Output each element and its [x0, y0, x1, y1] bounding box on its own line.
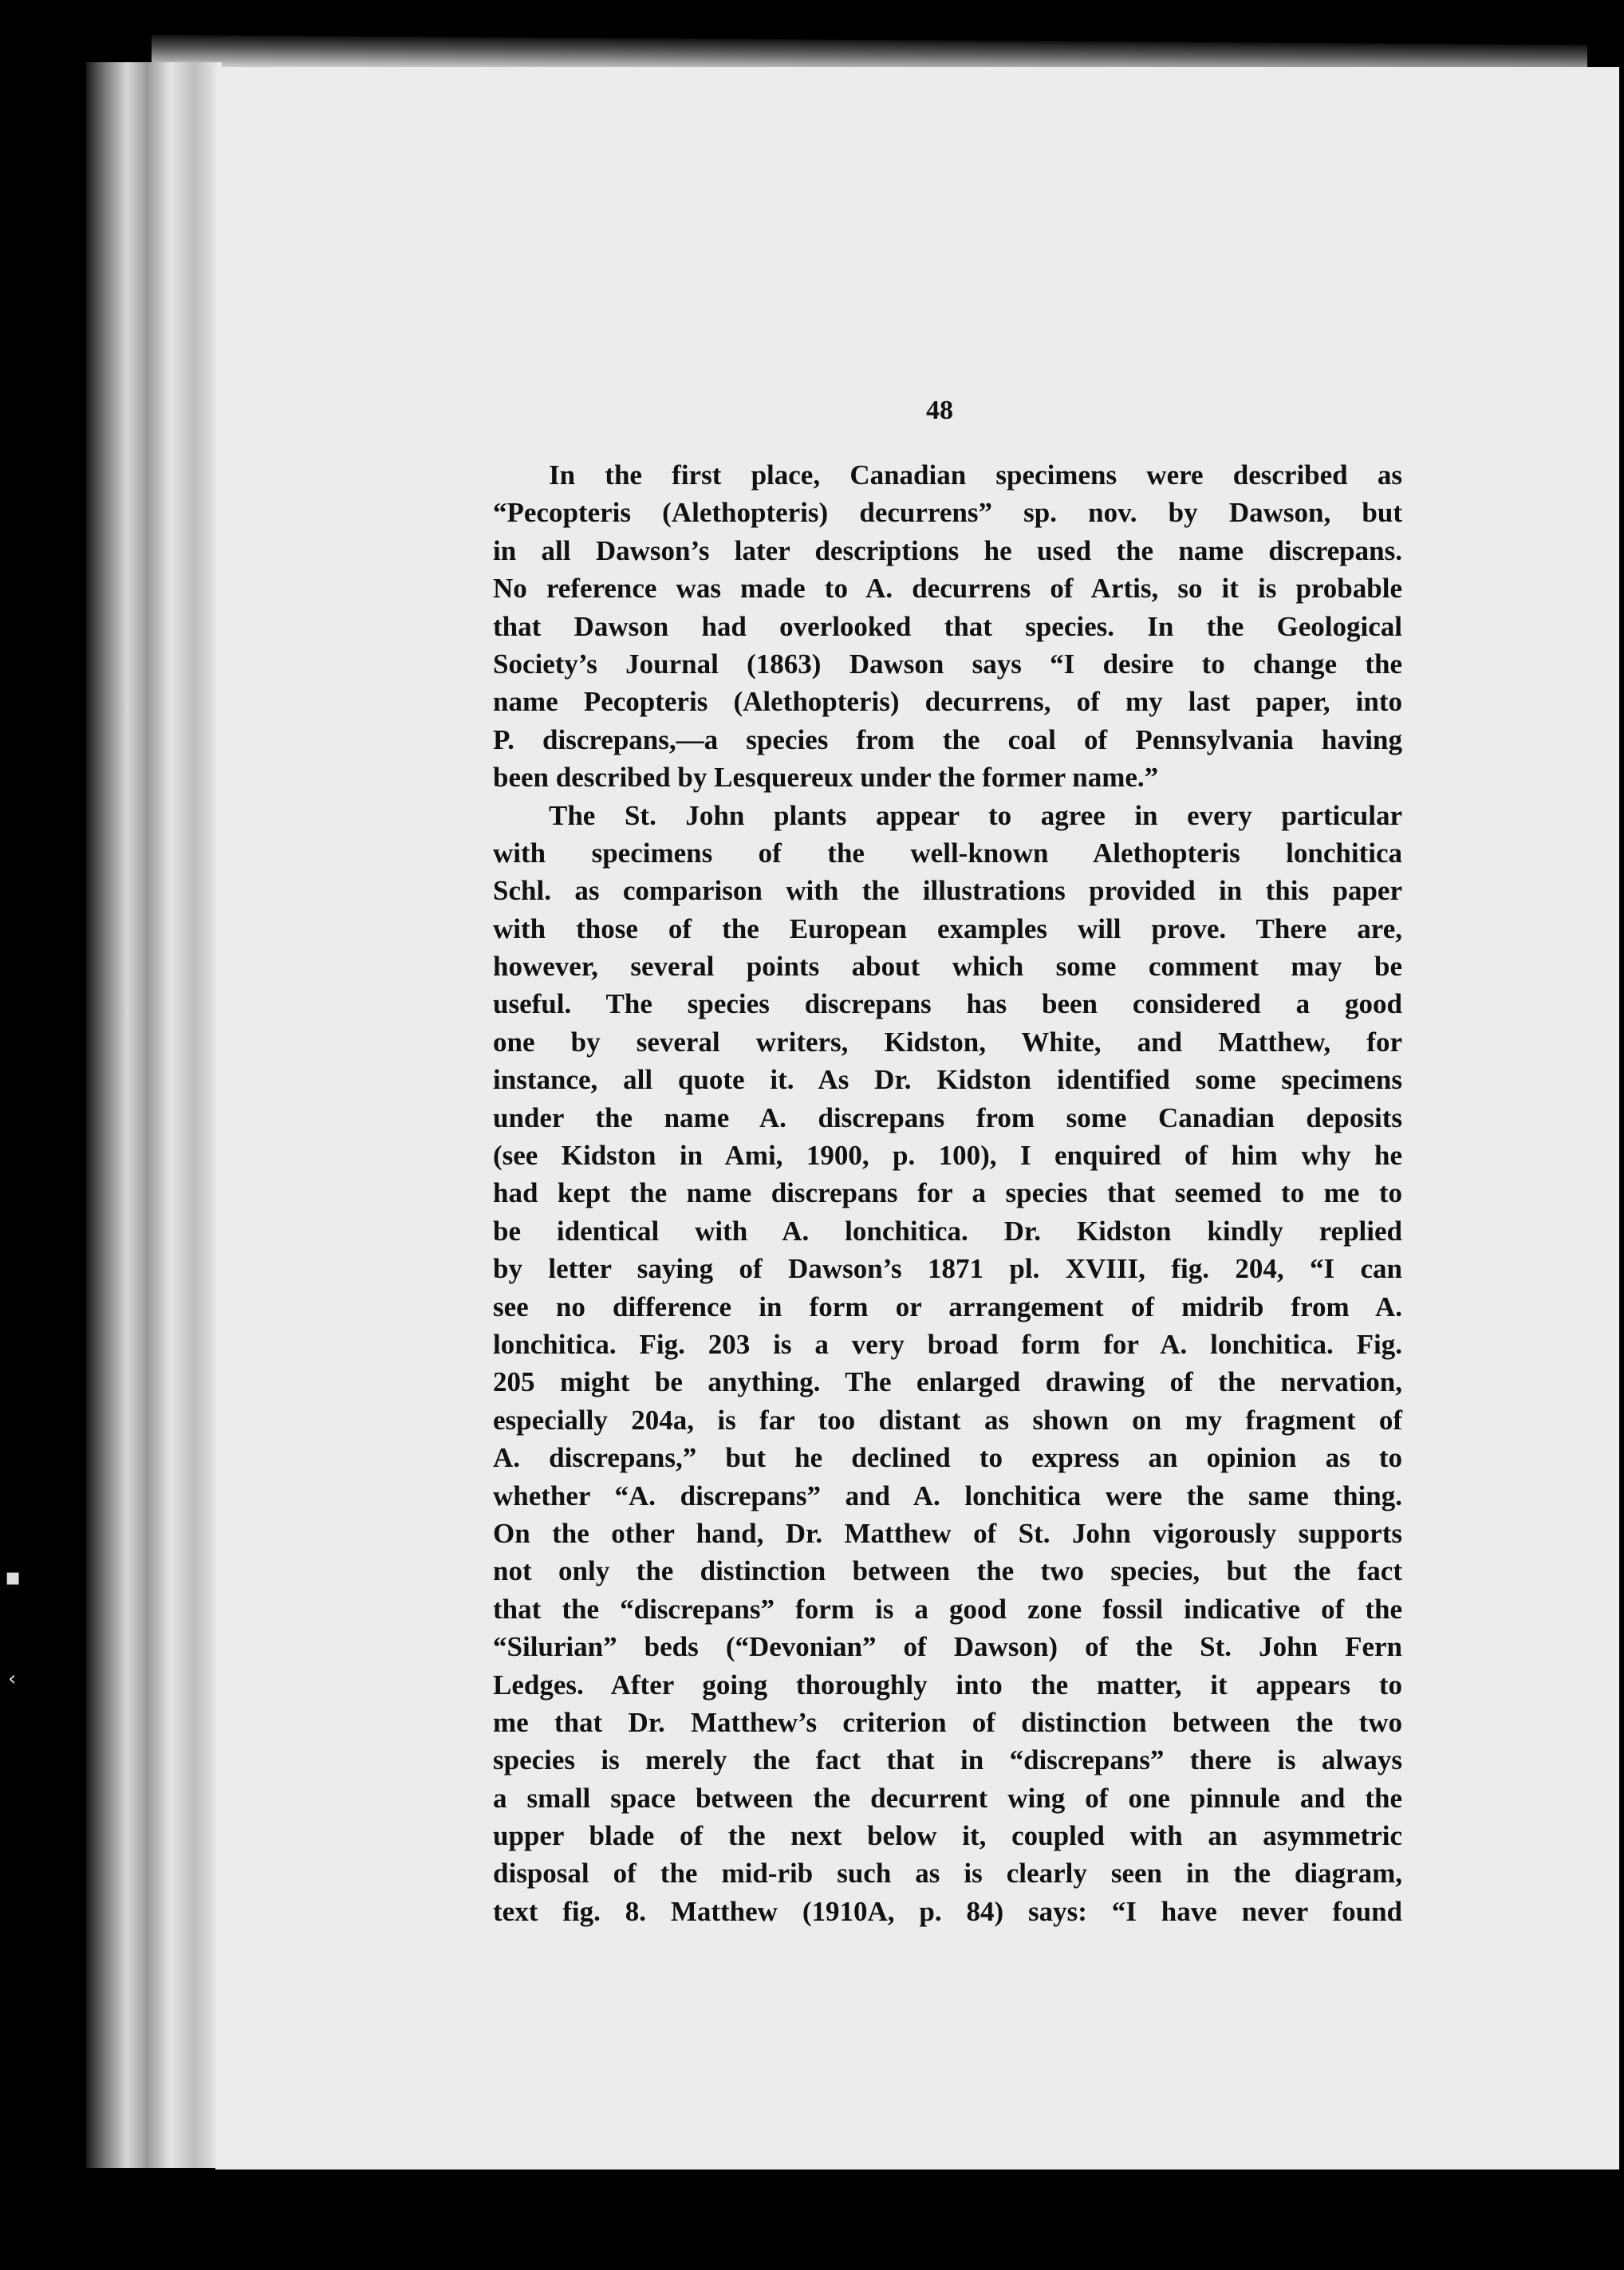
- text-line: On the other hand, Dr. Matthew of St. John vigorously supports: [493, 1517, 1402, 1549]
- text-line: “Pecopteris (Alethopteris) decurrens” sp. nov. by Dawson, but: [493, 497, 1402, 529]
- text-line: that Dawson had overlooked that species. In the Geological: [493, 610, 1402, 642]
- text-line: see no difference in form or arrangement of midrib from A.: [493, 1291, 1402, 1322]
- text-line: under the name A. discrepans from some Canadian deposits: [493, 1102, 1402, 1133]
- text-line: disposal of the mid-rib such as is clearly seen in the diagram,: [493, 1858, 1402, 1890]
- text-line: by letter saying of Dawson’s 1871 pl. XVIII, fig. 204, “I can: [493, 1253, 1402, 1285]
- text-line: upper blade of the next below it, coupled with an asymmetric: [493, 1820, 1402, 1852]
- text-line: 205 might be anything. The enlarged drawing of the nervation,: [493, 1366, 1402, 1398]
- text-line: (see Kidston in Ami, 1900, p. 100), I enquired of him why he: [493, 1140, 1402, 1172]
- text-line: The St. John plants appear to agree in every particular: [549, 799, 1402, 831]
- text-line: a small space between the decurrent wing of one pinnule and the: [493, 1782, 1402, 1814]
- text-line: not only the distinction between the two species, but the fact: [493, 1555, 1402, 1587]
- text-line: A. discrepans,” but he declined to express an opinion as to: [493, 1442, 1402, 1474]
- text-line: instance, all quote it. As Dr. Kidston identified some specimens: [493, 1064, 1402, 1096]
- text-line: been described by Lesquereux under the former name.”: [493, 762, 1159, 794]
- text-line: name Pecopteris (Alethopteris) decurrens, of my last paper, into: [493, 686, 1402, 718]
- text-line: Society’s Journal (1863) Dawson says “I desire to change the: [493, 648, 1402, 680]
- text-line: P. discrepans,—a species from the coal of Pennsylvania having: [493, 723, 1402, 755]
- margin-bracket-mark: ‹: [8, 1667, 17, 1691]
- page-number: 48: [926, 396, 953, 425]
- text-line: one by several writers, Kidston, White, and Matthew, for: [493, 1026, 1402, 1058]
- body-text: [493, 456, 1402, 1930]
- text-line: with specimens of the well-known Alethopteris lonchitica: [493, 837, 1402, 869]
- text-line: however, several points about which some comment may be: [493, 951, 1402, 983]
- text-line: had kept the name discrepans for a species that seemed to me to: [493, 1177, 1402, 1209]
- text-line: species is merely the fact that in “discrepans” there is always: [493, 1744, 1402, 1776]
- text-line: Schl. as comparison with the illustrations provided in this paper: [493, 875, 1402, 907]
- text-line: me that Dr. Matthew’s criterion of distinction between the two: [493, 1706, 1402, 1738]
- text-line: Ledges. After going thoroughly into the matter, it appears to: [493, 1669, 1402, 1701]
- margin-speck: ▪: [5, 1563, 22, 1591]
- book-page-edges: [86, 62, 222, 2168]
- text-line: text fig. 8. Matthew (1910A, p. 84) says: “I have never found: [493, 1895, 1402, 1927]
- text-line: lonchitica. Fig. 203 is a very broad form for A. lonchitica. Fig.: [493, 1328, 1402, 1360]
- text-line: that the “discrepans” form is a good zone fossil indicative of the: [493, 1593, 1402, 1625]
- text-line: be identical with A. lonchitica. Dr. Kidston kindly replied: [493, 1215, 1402, 1247]
- text-line: with those of the European examples will prove. There are,: [493, 912, 1402, 944]
- text-line: in all Dawson’s later descriptions he used the name discrepans.: [493, 534, 1402, 566]
- text-line: In the first place, Canadian specimens were described as: [549, 459, 1402, 491]
- text-line: especially 204a, is far too distant as shown on my fragment of: [493, 1404, 1402, 1436]
- text-line: useful. The species discrepans has been considered a good: [493, 988, 1402, 1020]
- text-line: No reference was made to A. decurrens of Artis, so it is probable: [493, 573, 1402, 605]
- text-line: “Silurian” beds (“Devonian” of Dawson) of the St. John Fern: [493, 1631, 1402, 1663]
- text-line: whether “A. discrepans” and A. lonchitica were the same thing.: [493, 1480, 1402, 1511]
